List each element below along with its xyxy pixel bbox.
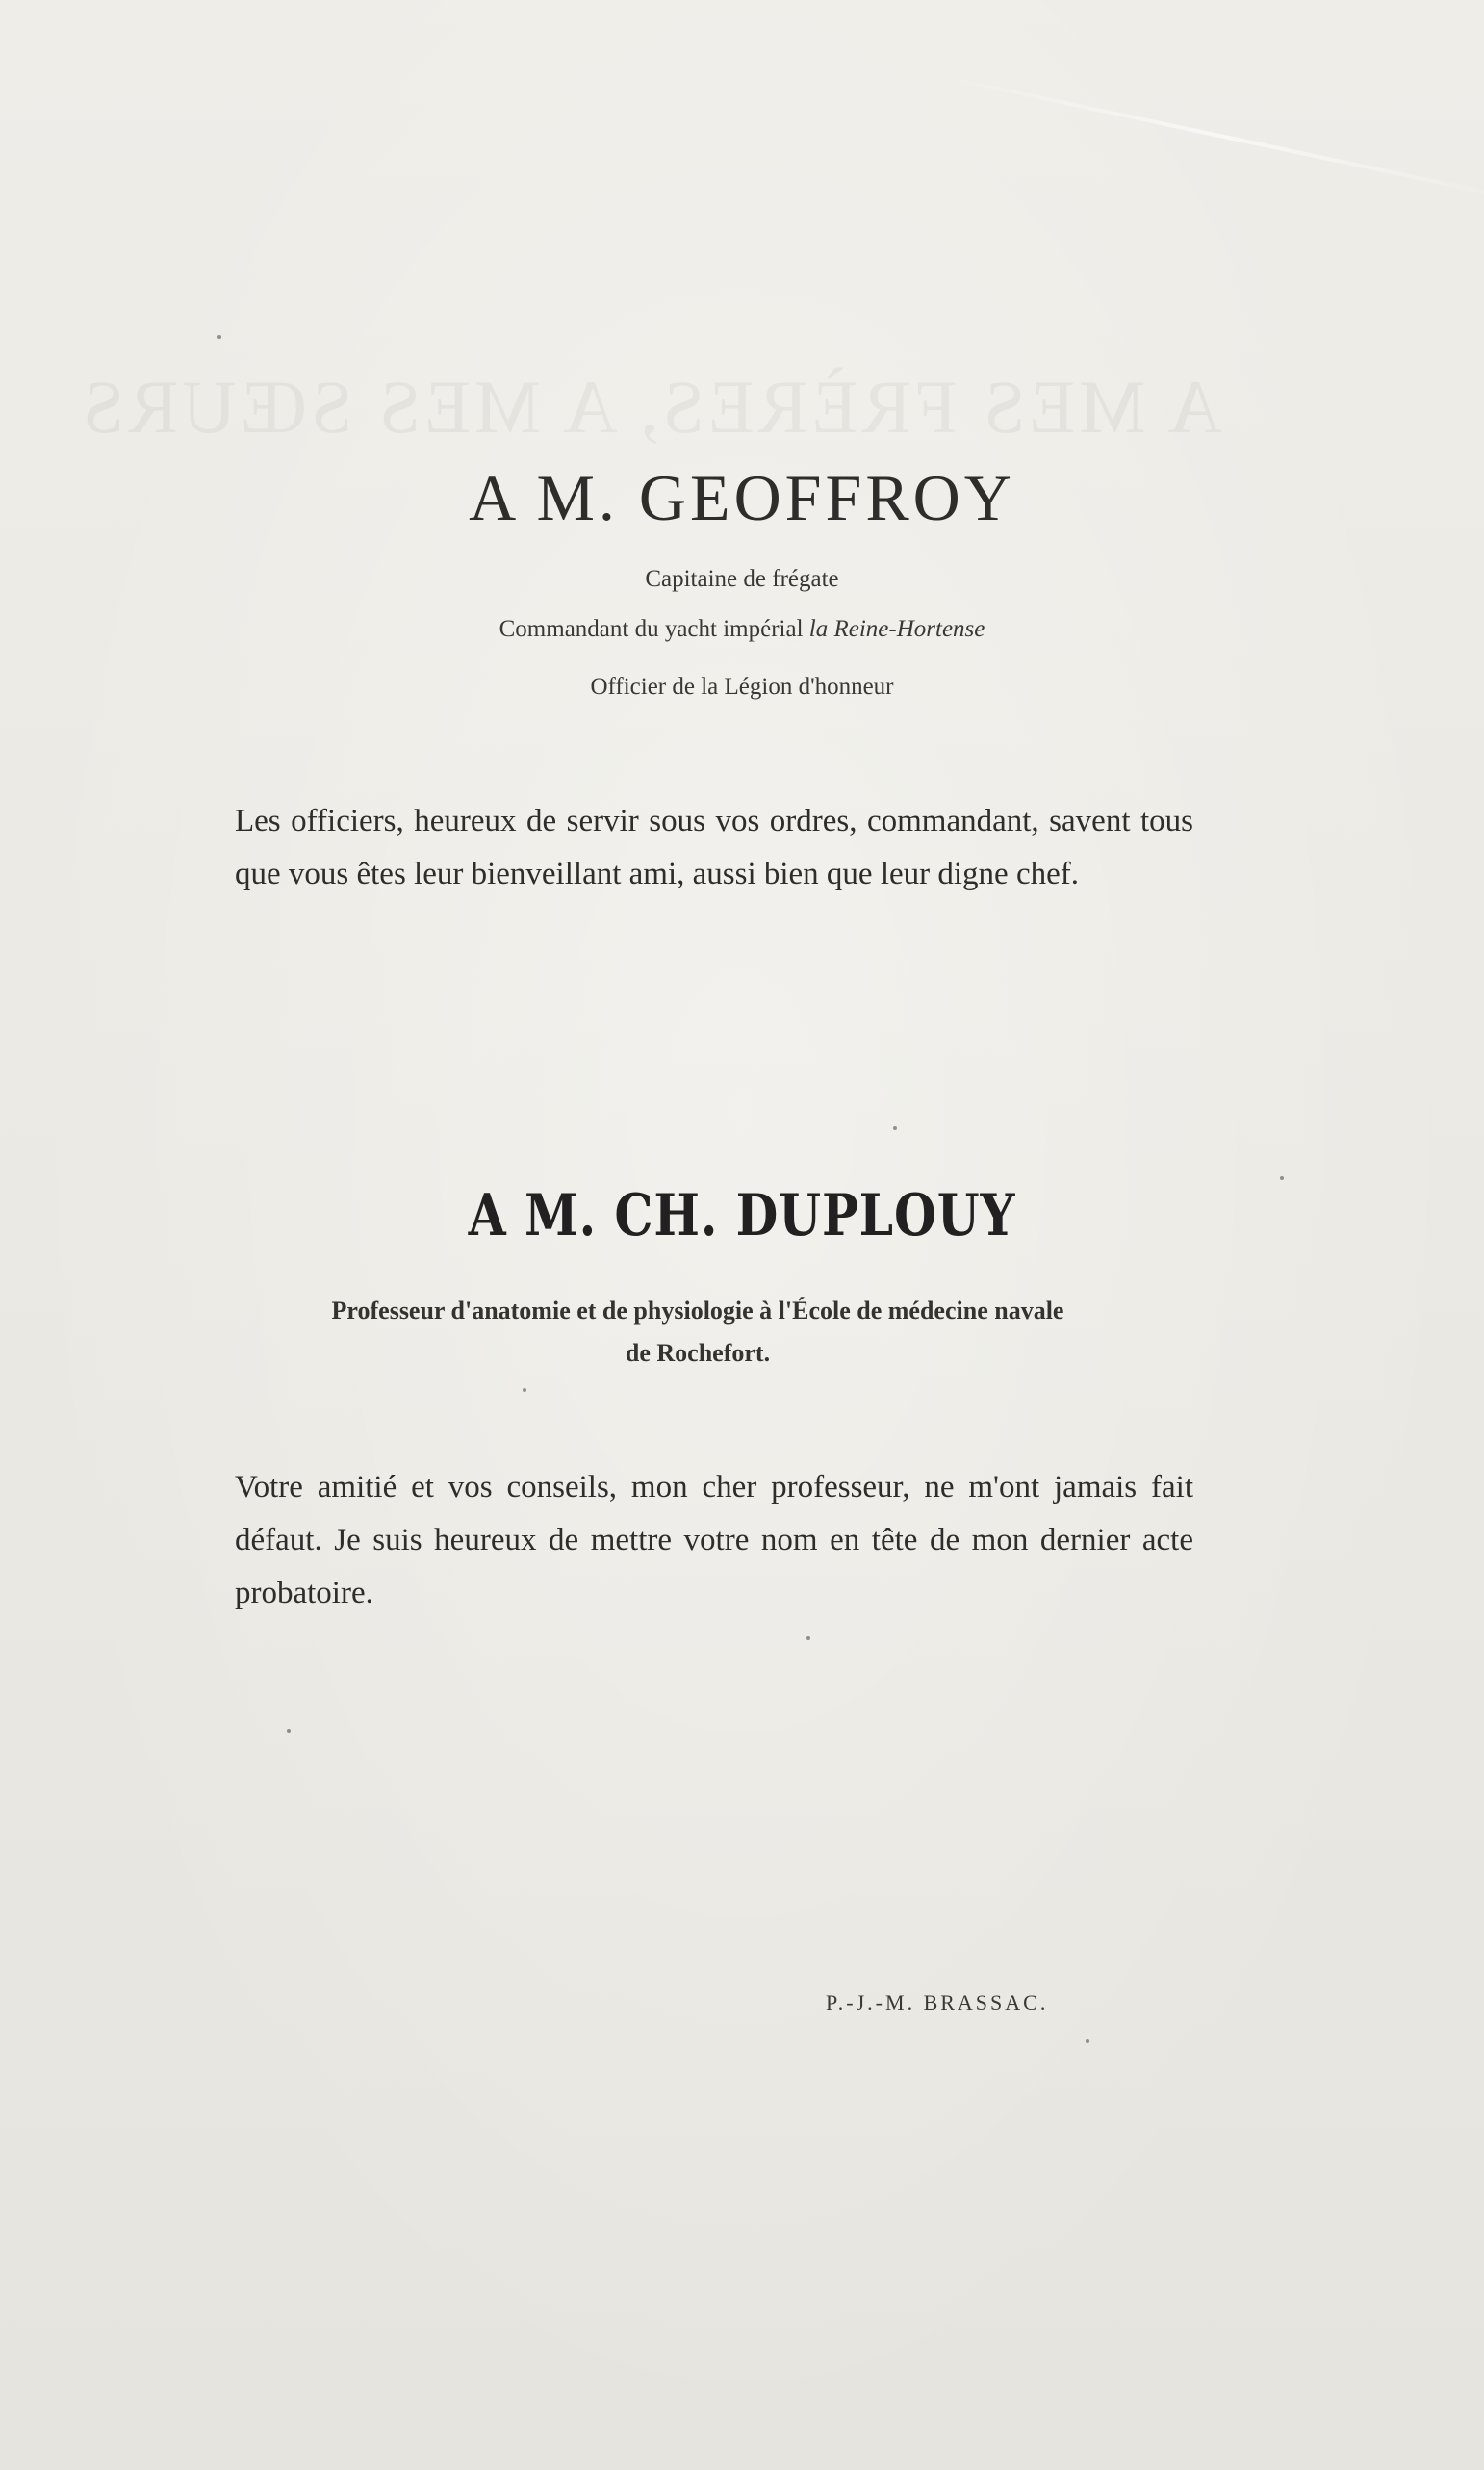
dedication-1-rank: Capitaine de frégate (645, 566, 839, 592)
dedication-2-text: Votre amitié et vos conseils, mon cher professeur, ne m'ont jamais fait défaut. Je suis heureux de mettre votre nom en tête de mon dernier acte probatoire. (235, 1470, 1193, 1610)
dedication-1-title: A M. GEOFFROY (469, 461, 1015, 534)
paper-crease (932, 73, 1484, 201)
paper-speck (523, 1388, 526, 1392)
paper-speck (806, 1636, 810, 1640)
dedication-1-command (0, 606, 1484, 653)
paper-speck (287, 1729, 291, 1733)
dedication-1-order: Officier de la Légion d'honneur (590, 674, 894, 700)
paper-speck (1280, 1176, 1284, 1180)
dedication-2-title: A M. CH. DUPLOUY (468, 1182, 1016, 1249)
dedication-1-ship-name: la Reine-Hortense (808, 616, 985, 642)
dedication-1-text: Les officiers, heureux de servir sous vos ordres, commandant, savent tous que vous êtes leur bienveillant ami, aussi bien que leur digne chef. (235, 804, 1193, 891)
author-signature: P.-J.-M. BRASSAC. (826, 1991, 1049, 2015)
show-through-ghost-text: A MES FRÈRES, A MES SŒURS (78, 365, 1222, 449)
dedication-2-position-line-2: de Rochefort. (625, 1339, 771, 1367)
paper-speck (1086, 2039, 1089, 2043)
dedication-2-position-line-1: Professeur d'anatomie et de physiologie à l'École de médecine navale (331, 1297, 1064, 1325)
paper-speck (217, 335, 221, 339)
paper-speck (893, 1126, 897, 1130)
dedication-1-command-prefix: Commandant du yacht impérial (499, 616, 809, 642)
